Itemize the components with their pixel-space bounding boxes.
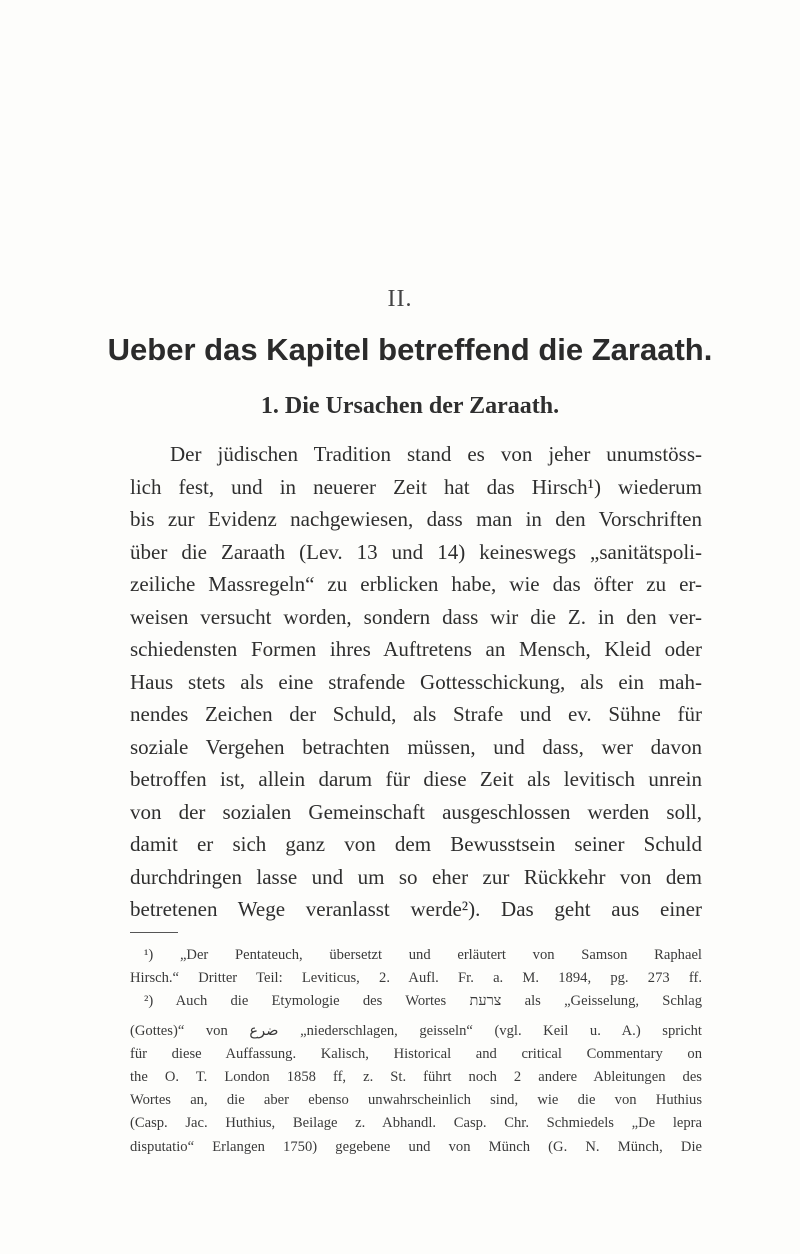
body-line: nendes Zeichen der Schuld, als Strafe und ev. Sühne für [130, 702, 702, 726]
body-line: schiedensten Formen ihres Auftretens an Mensch, Kleid oder [130, 637, 702, 661]
body-line: damit er sich ganz von dem Bewusstsein seiner Schuld [130, 832, 702, 856]
footnote-line: ²) Auch die Etymologie des Wortes צרעת als „Geisselung, Schlag [144, 993, 702, 1010]
body-line: Haus stets als eine strafende Gottesschickung, als ein mah- [130, 669, 702, 694]
body-line: über die Zaraath (Lev. 13 und 14) keineswegs „sanitätspoli- [130, 539, 702, 564]
body-line: bis zur Evidenz nachgewiesen, dass man in den Vorschriften [130, 507, 702, 531]
footnote-divider [130, 932, 178, 933]
footnote-line: disputatio“ Erlangen 1750) gegebene und von Münch (G. N. Münch, Die [130, 1138, 702, 1155]
footnote-line: (Gottes)“ von ضرع „niederschlagen, geisseln“ (vgl. Keil u. A.) spricht [130, 1022, 702, 1039]
footnote-line: Hirsch.“ Dritter Teil: Leviticus, 2. Aufl. Fr. a. M. 1894, pg. 273 ff. [130, 970, 702, 987]
footnote-line: the O. T. London 1858 ff, z. St. führt noch 2 andere Ableitungen des [130, 1068, 702, 1085]
body-line: Der jüdischen Tradition stand es von jeher unumstöss- [170, 442, 702, 466]
footnote-line: ¹) „Der Pentateuch, übersetzt und erläutert von Samson Raphael [144, 947, 702, 963]
chapter-number: II. [387, 286, 413, 312]
footnote-line: Wortes an, die aber ebenso unwahrscheinlich sind, wie die von Huthius [130, 1092, 702, 1109]
body-text [130, 438, 702, 926]
body-line: lich fest, und in neuerer Zeit hat das Hirsch¹) wiederum [130, 474, 702, 499]
body-line: betroffen ist, allein darum für diese Zeit als levitisch unrein [130, 767, 702, 791]
body-line: von der sozialen Gemeinschaft ausgeschlossen werden soll, [130, 799, 702, 824]
body-line: zeiliche Massregeln“ zu erblicken habe, wie das öfter zu er- [130, 572, 702, 596]
footnote-line: für diese Auffassung. Kalisch, Historical and critical Commentary on [130, 1045, 702, 1062]
body-line: betretenen Wege veranlasst werde²). Das geht aus einer [130, 897, 702, 921]
footnotes [130, 944, 702, 1159]
body-line: weisen versucht worden, sondern dass wir die Z. in den ver- [130, 604, 702, 629]
footnote-line: (Casp. Jac. Huthius, Beilage z. Abhandl. Casp. Chr. Schmiedels „De lepra [130, 1115, 702, 1132]
body-line: durchdringen lasse und um so eher zur Rückkehr von dem [130, 864, 702, 889]
section-heading: 1. Die Ursachen der Zaraath. [260, 393, 560, 419]
chapter-title: Ueber das Kapitel betreffend die Zaraath. [107, 332, 713, 367]
body-line: soziale Vergehen betrachten müssen, und dass, wer davon [130, 734, 702, 759]
